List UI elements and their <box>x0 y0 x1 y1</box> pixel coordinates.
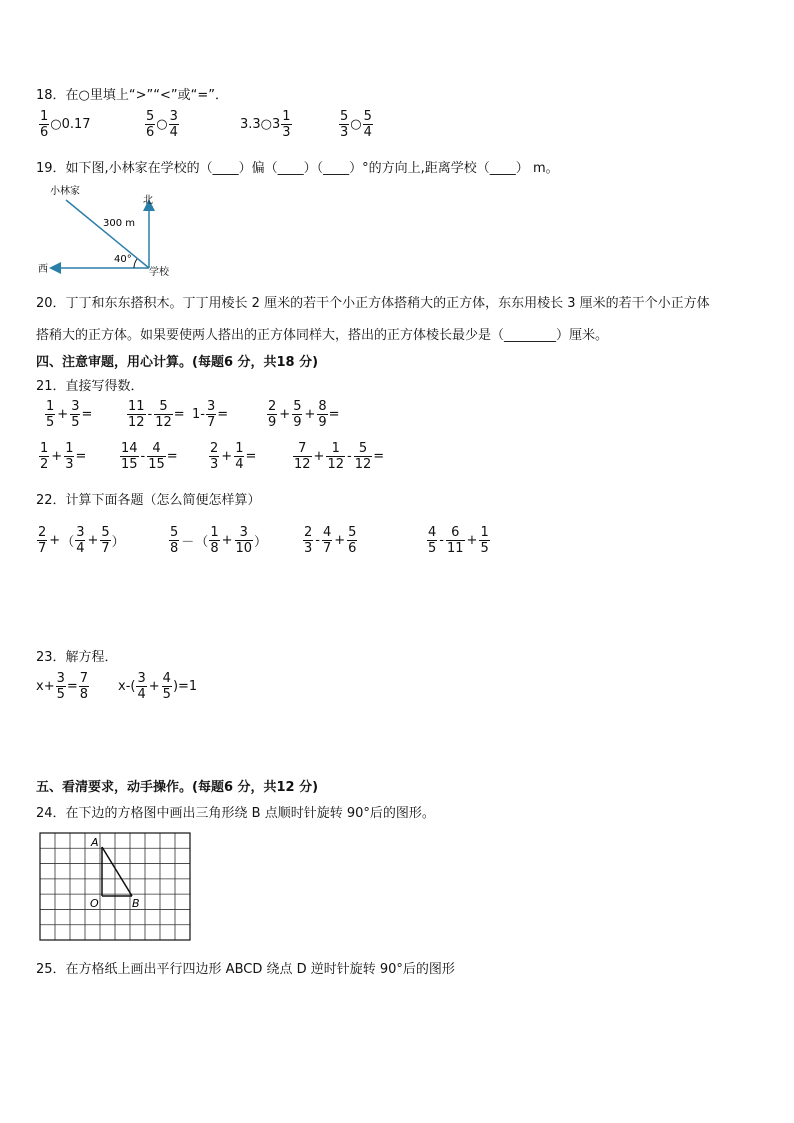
q22-expr-2: $\frac{5}{8}$ － （ $\frac{1}{8}$ + $\frac{3}{10}$ ） <box>170 525 268 556</box>
point-a-label: A <box>91 836 99 849</box>
q21-expr-2: $\frac{11}{12}$ - $\frac{5}{12}$ = <box>128 399 185 430</box>
q24-prompt: 24．在下边的方格图中画出三角形绕 B 点顺时针旋转 90°后的图形。 <box>36 806 435 821</box>
q21-expr-5: $\frac{1}{2}$ + $\frac{1}{3}$ = <box>40 441 87 472</box>
angle-label: 40° <box>114 254 132 265</box>
q25-prompt: 25．在方格纸上画出平行四边形 ABCD 绕点 D 逆时针旋转 90°后的图形 <box>36 962 455 977</box>
home-line <box>66 200 149 268</box>
q20-line-1: 20．丁丁和东东搭积木。丁丁用棱长 2 厘米的若干个小正方体搭稍大的正方体，东东用棱长 3 厘米的若干个小正方体 <box>36 296 710 311</box>
q22-expr-1: $\frac{2}{7}$ + （ $\frac{3}{4}$ + $\frac{5}{7}$ ） <box>38 525 125 556</box>
q18-item-4: $\frac{5}{3}$ ○ $\frac{5}{4}$ <box>340 109 372 140</box>
q22-expr-4: $\frac{4}{5}$ - $\frac{6}{11}$ + $\frac{1}{5}$ <box>428 525 489 556</box>
grid-lines <box>40 833 190 940</box>
point-o-label: O <box>90 897 99 910</box>
rotation-grid <box>38 830 194 942</box>
section-4-title: 四、注意审题，用心计算。(每题6 分，共18 分) <box>36 355 319 370</box>
direction-diagram <box>30 180 200 280</box>
north-label: 北 <box>143 195 153 206</box>
q21-prompt: 21．直接写得数． <box>36 379 144 394</box>
q19-prompt: 19．如下图,小林家在学校的（____）偏（____）（____）°的方向上,距离学校（____） m。 <box>36 161 559 176</box>
q23-prompt: 23．解方程． <box>36 650 118 665</box>
q21-expr-6: $\frac{14}{15}$ - $\frac{4}{15}$ = <box>121 441 178 472</box>
q21-expr-1: $\frac{1}{5}$ + $\frac{3}{5}$ = <box>46 399 93 430</box>
triangle-side-ab <box>102 847 132 896</box>
school-label: 学校 <box>149 267 169 278</box>
home-label: 小林家 <box>50 186 80 197</box>
angle-arc <box>134 259 137 268</box>
fraction: $\frac{1}{6}$ <box>40 109 49 140</box>
q22-prompt: 22．计算下面各题（怎么简便怎样算） <box>36 493 261 508</box>
q21-expr-7: $\frac{2}{3}$ + $\frac{1}{4}$ = <box>210 441 257 472</box>
compare-text: ○0.17 <box>50 117 91 132</box>
q21-expr-4: $\frac{2}{9}$ + $\frac{5}{9}$ + $\frac{8}{9}$ = <box>268 399 340 430</box>
west-label: 西 <box>38 264 48 275</box>
q21-expr-3: 1- $\frac{3}{7}$ = <box>192 399 229 430</box>
q20-line-2: 搭稍大的正方体。如果要使两人搭出的正方体同样大，搭出的正方体棱长最少是（________）厘米。 <box>36 328 609 343</box>
q22-expr-3: $\frac{2}{3}$ - $\frac{4}{7}$ + $\frac{5}{6}$ <box>304 525 357 556</box>
q18-prompt: 18．在○里填上“>”“<”或“=”． <box>36 88 228 103</box>
section-5-title: 五、看清要求，动手操作。(每题6 分，共12 分) <box>36 780 319 795</box>
q18-item-1 <box>38 109 91 140</box>
q21-expr-8: $\frac{7}{12}$ + $\frac{1}{12}$ - $\frac{5}{12}$ = <box>294 441 385 472</box>
distance-label: 300 m <box>103 218 136 229</box>
q18-item-3: 3.3○3 $\frac{1}{3}$ <box>240 109 291 140</box>
q23-equation-1: x+ $\frac{3}{5}$ = $\frac{7}{8}$ <box>36 671 89 702</box>
point-b-label: B <box>132 897 140 910</box>
q23-equation-2: x-( $\frac{3}{4}$ + $\frac{4}{5}$ )=1 <box>118 671 198 702</box>
q18-item-2: $\frac{5}{6}$ ○ $\frac{3}{4}$ <box>146 109 178 140</box>
